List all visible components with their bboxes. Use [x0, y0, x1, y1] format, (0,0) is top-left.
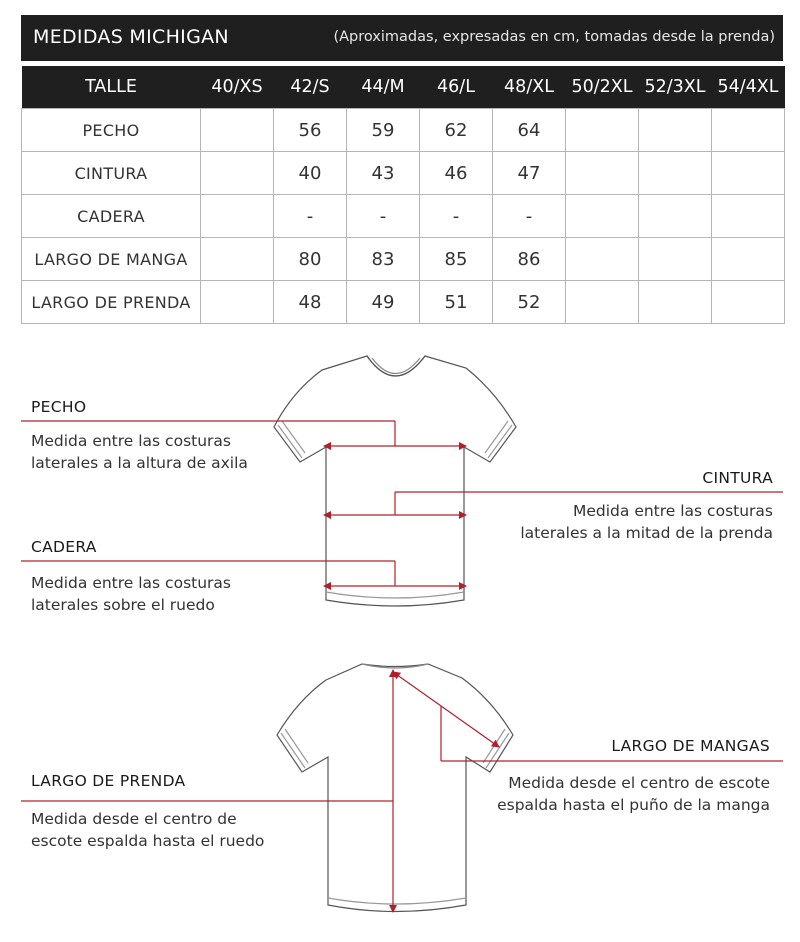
largo-prenda-title: LARGO DE PRENDA: [31, 772, 186, 790]
table-cell: 51: [420, 281, 493, 324]
table-cell: -: [274, 195, 347, 238]
table-cell: 85: [420, 238, 493, 281]
back-shirt-illustration: [277, 664, 513, 912]
cadera-desc-line: Medida entre las costuras: [31, 574, 231, 592]
row-label: LARGO DE MANGA: [22, 238, 201, 281]
pecho-description: [31, 430, 248, 474]
page-title: MEDIDAS MICHIGAN: [33, 26, 229, 48]
col-header-l: 46/L: [420, 66, 493, 109]
largo-mangas-desc-line: Medida desde el centro de escote: [508, 774, 770, 792]
col-header-2xl: 50/2XL: [566, 66, 639, 109]
table-cell: 40: [274, 152, 347, 195]
largo-prenda-description: [31, 808, 264, 852]
table-cell: 43: [347, 152, 420, 195]
table-cell: 49: [347, 281, 420, 324]
largo-prenda-desc-line: escote espalda hasta el ruedo: [31, 832, 265, 850]
pecho-desc-line: Medida entre las costuras: [31, 432, 231, 450]
table-cell: 46: [420, 152, 493, 195]
table-cell: 64: [493, 109, 566, 152]
table-cell: 62: [420, 109, 493, 152]
col-header-xl: 48/XL: [493, 66, 566, 109]
table-cell: -: [347, 195, 420, 238]
row-label: CINTURA: [22, 152, 201, 195]
col-header-xs: 40/XS: [201, 66, 274, 109]
pecho-desc-line: laterales a la altura de axila: [31, 454, 248, 472]
table-cell: -: [493, 195, 566, 238]
table-cell: 83: [347, 238, 420, 281]
col-header-m: 44/M: [347, 66, 420, 109]
row-label: LARGO DE PRENDA: [22, 281, 201, 324]
col-header-4xl: 54/4XL: [712, 66, 785, 109]
cadera-description: [31, 572, 231, 616]
row-label: CADERA: [22, 195, 201, 238]
largo-mangas-title: LARGO DE MANGAS: [611, 737, 770, 755]
table-cell: 56: [274, 109, 347, 152]
col-header-s: 42/S: [274, 66, 347, 109]
largo-mangas-description: [497, 772, 770, 816]
cintura-title: CINTURA: [702, 469, 773, 487]
cintura-desc-line: laterales a la mitad de la prenda: [520, 524, 773, 542]
table-cell: 52: [493, 281, 566, 324]
cintura-description: [520, 500, 773, 544]
table-cell: 48: [274, 281, 347, 324]
header-note: (Aproximadas, expresadas en cm, tomadas desde la prenda): [333, 29, 775, 45]
table-cell: 80: [274, 238, 347, 281]
pecho-title: PECHO: [31, 398, 87, 416]
row-label: PECHO: [22, 109, 201, 152]
cadera-desc-line: laterales sobre el ruedo: [31, 596, 215, 614]
table-cell: 86: [493, 238, 566, 281]
table-cell: -: [420, 195, 493, 238]
cintura-desc-line: Medida entre las costuras: [573, 502, 773, 520]
table-cell: 59: [347, 109, 420, 152]
largo-prenda-desc-line: Medida desde el centro de: [31, 810, 237, 828]
largo-mangas-desc-line: espalda hasta el puño de la manga: [497, 796, 770, 814]
col-header-3xl: 52/3XL: [639, 66, 712, 109]
table-cell: 47: [493, 152, 566, 195]
cadera-title: CADERA: [31, 538, 97, 556]
col-header-talle: TALLE: [22, 66, 201, 109]
